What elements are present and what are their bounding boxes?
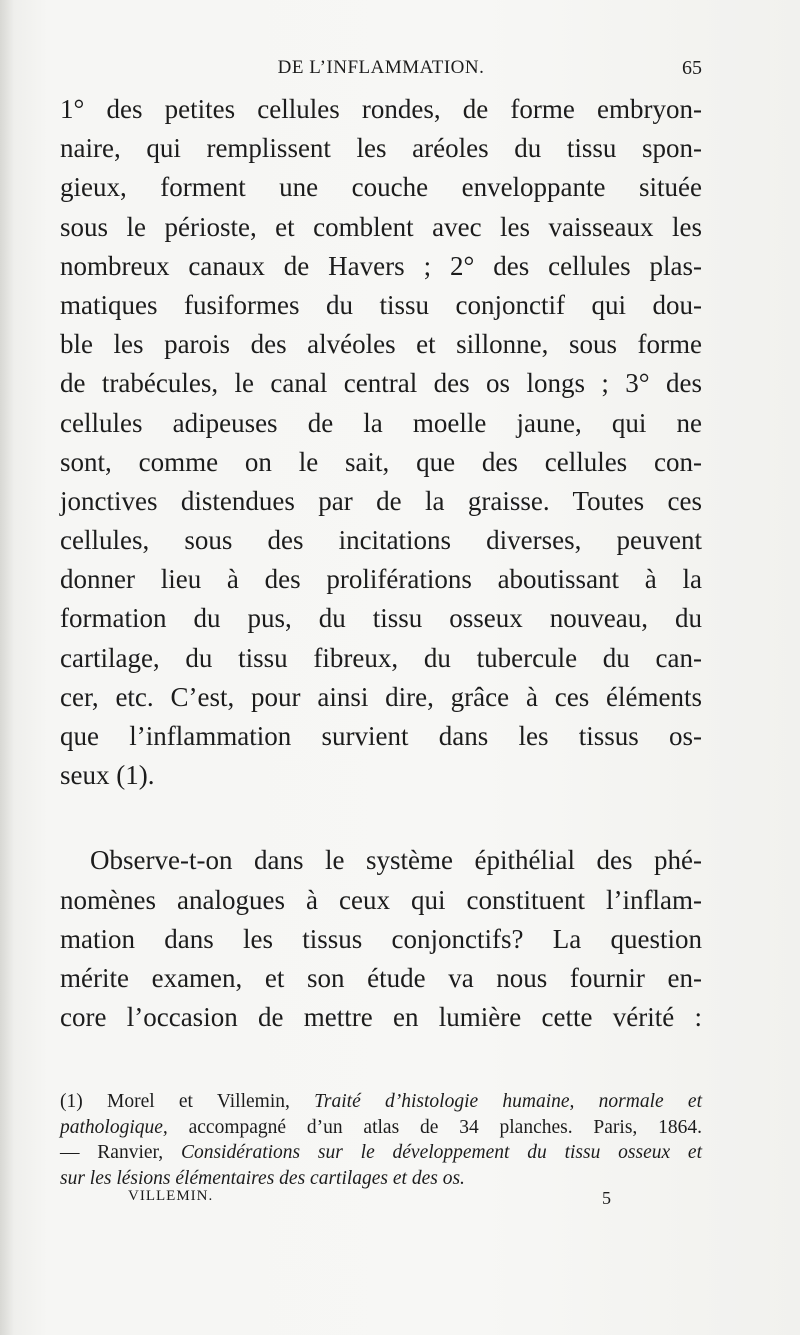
paragraph-1 [60,90,702,795]
text-line: cellules, sous des incitations diverses, peuvent [60,525,702,556]
footnote-title-italic: sur les lésions élémentaires des cartilages et des os. [60,1167,465,1189]
page-edge-shadow [0,0,14,1335]
signature-label: VILLEMIN. [128,1188,214,1204]
text-line: cer, etc. C’est, pour ainsi dire, grâce à ces éléments [60,681,702,712]
footnotes [60,1089,702,1191]
text-line: formation du pus, du tissu osseux nouveau, du [60,603,702,634]
text-line: que l’inflammation survient dans les tissus os- [60,721,702,751]
printer-signature [128,1188,612,1212]
footnote-text: — Ranvier, [60,1142,181,1163]
text-line: nombreux canaux de Havers ; 2° des cellules plas- [60,250,702,281]
signature-number: 5 [602,1188,612,1208]
page-number: 65 [682,57,702,79]
footnote-title-italic: Traité d’histologie humaine, normale et [314,1091,702,1112]
footnote-text: (1) Morel et Villemin, [60,1091,315,1112]
text-line: 1° des petites cellules rondes, de forme embryon- [60,94,702,124]
text-line: Observe-t-on dans le système épithélial des phé- [90,845,702,876]
text-line: cartilage, du tissu fibreux, du tubercule du can- [60,642,702,673]
text-line: donner lieu à des proliférations aboutissant à la [60,564,702,595]
footnote-line [60,1089,702,1115]
text-line: mérite examen, et son étude va nous fournir en- [60,962,702,993]
text-line: cellules adipeuses de la moelle jaune, qui ne [60,407,702,438]
footnote-title-italic: pathologique, [60,1116,168,1138]
footnote-text: accompagné d’un atlas de 34 planches. Paris, 1864. [167,1116,702,1138]
footnote-title-italic: Considérations sur le développement du tissu osseux et [180,1142,702,1163]
text-line: sous le périoste, et comblent avec les vaisseaux les [60,211,702,242]
text-line: naire, qui remplissent les aréoles du tissu spon- [60,133,702,164]
text-line: sont, comme on le sait, que des cellules con- [60,446,702,477]
text-line: mation dans les tissus conjonctifs? La question [60,923,702,954]
footnote-line [60,1140,702,1166]
footnote-line [60,1115,702,1141]
text-line: de trabécules, le canal central des os longs ; 3° des [60,368,702,399]
body-text [60,90,702,1037]
text-line: matiques fusiformes du tissu conjonctif qui dou- [60,289,702,320]
text-line: ble les parois des alvéoles et sillonne, sous forme [60,329,702,360]
running-head [60,57,702,83]
running-head-title: DE L’INFLAMMATION. [277,57,485,78]
text-line: gieux, forment une couche enveloppante située [60,172,702,203]
text-line: jonctives distendues par de la graisse. Toutes ces [60,485,702,516]
paragraph-gap [60,795,702,841]
text-line: seux (1). [60,760,155,791]
paragraph-2 [60,841,702,1037]
text-line: nomènes analogues à ceux qui constituent l’inflam- [60,884,702,915]
text-line: core l’occasion de mettre en lumière cette vérité : [60,1002,702,1033]
